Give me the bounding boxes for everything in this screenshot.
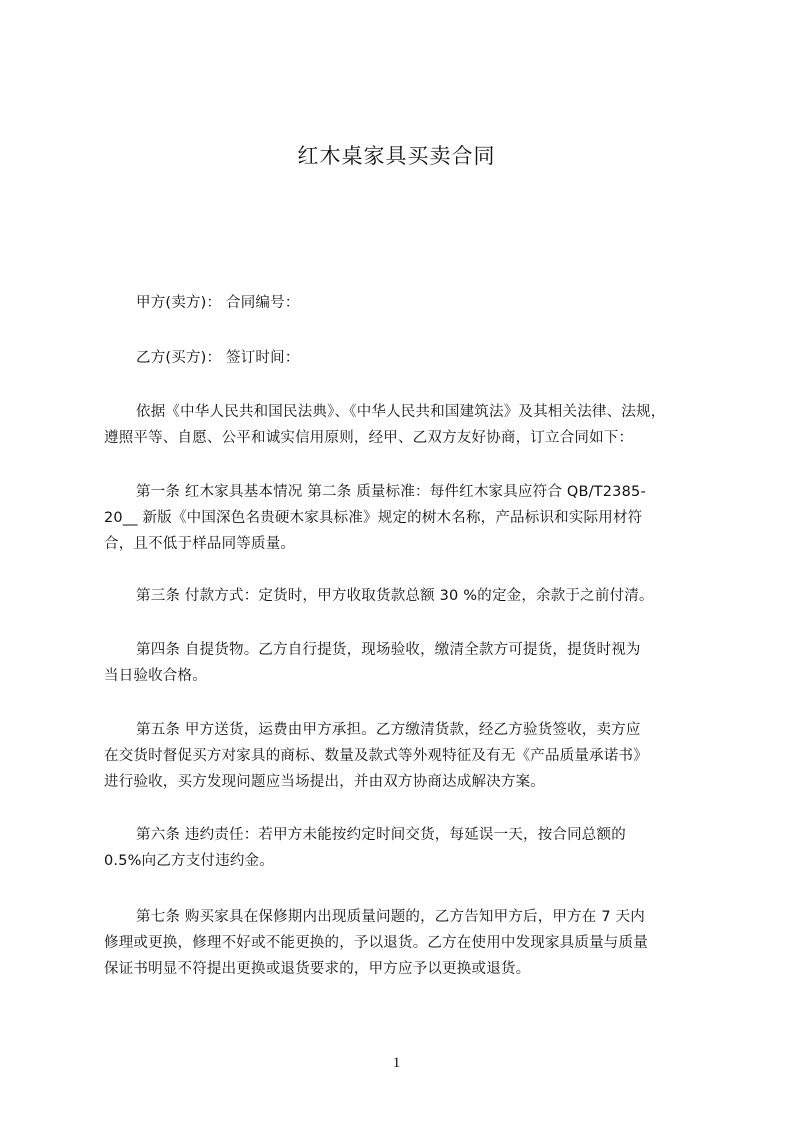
document-title: 红木桌家具买卖合同: [297, 144, 496, 168]
paragraph-line: 第一条 红木家具基本情况 第二条 质量标准：每件红木家具应符合 QB/T2385-: [136, 484, 646, 500]
paragraph-line: 第五条 甲方送货，运费由甲方承担。乙方缴清货款，经乙方验货签收，卖方应: [136, 722, 641, 738]
paragraph-line: 合，且不低于样品同等质量。: [104, 536, 296, 552]
paragraph-line: 保证书明显不符提出更换或退货要求的，甲方应予以更换或退货。: [104, 961, 531, 977]
paragraph-line: 第六条 违约责任：若甲方未能按约定时间交货，每延误一天，按合同总额的: [136, 827, 626, 843]
party-a-line: 甲方(卖方)： 合同编号：: [136, 295, 300, 311]
paragraph-line: 第四条 自提货物。乙方自行提货，现场验收，缴清全款方可提货，提货时视为: [136, 642, 641, 658]
paragraph-line: 第七条 购买家具在保修期内出现质量问题的，乙方告知甲方后，甲方在 7 天内: [136, 909, 645, 925]
paragraph-line: 当日验收合格。: [104, 668, 207, 684]
party-b-line: 乙方(买方)： 签订时间：: [136, 350, 300, 366]
paragraph-line: 进行验收，买方发现问题应当场提出，并由双方协商达成解决方案。: [104, 774, 545, 790]
paragraph-line: 20__ 新版《中国深色名贵硬木家具标准》规定的树木名称，产品标识和实际用材符: [104, 510, 643, 526]
paragraph-line: 在交货时督促买方对家具的商标、数量及款式等外观特征及有无《产品质量承诺书》: [104, 748, 648, 764]
paragraph-line: 遵照平等、自愿、公平和诚实信用原则，经甲、乙双方友好协商，订立合同如下：: [104, 430, 634, 446]
paragraph-line: 0.5%向乙方支付违约金。: [104, 853, 274, 869]
paragraph-line: 第三条 付款方式：定货时，甲方收取货款总额 30 %的定金，余款于之前付清。: [136, 588, 654, 604]
page-number: 1: [392, 1055, 401, 1071]
paragraph-line: 依据《中华人民共和国民法典》、《中华人民共和国建筑法》及其相关法律、法规，: [136, 404, 666, 420]
paragraph-line: 修理或更换，修理不好或不能更换的，予以退货。乙方在使用中发现家具质量与质量: [104, 935, 648, 951]
